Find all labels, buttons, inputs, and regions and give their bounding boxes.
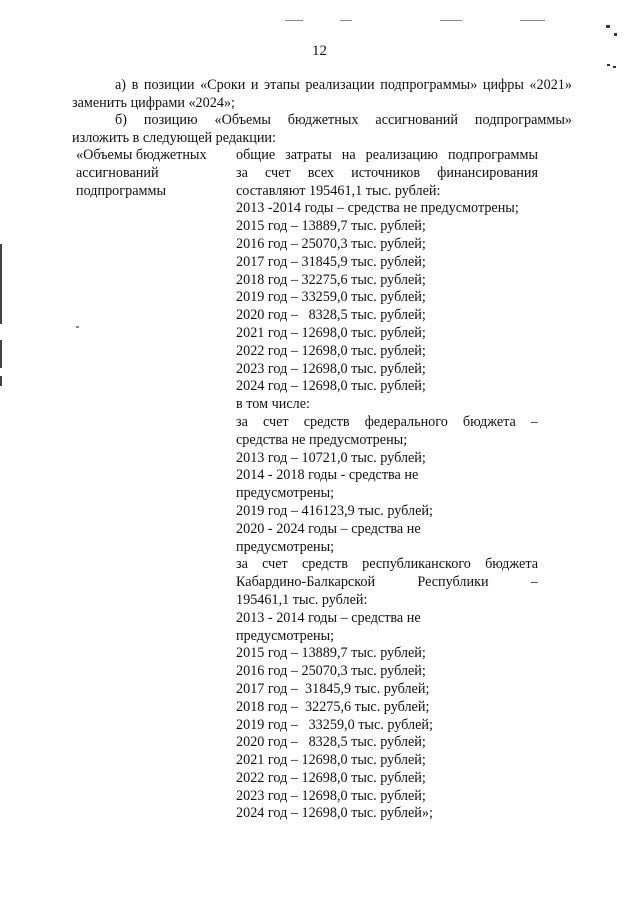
content-line: общие затраты на реализацию подпрограммы — [236, 147, 538, 163]
scan-mark-top — [285, 20, 303, 21]
scan-margin-mark — [0, 244, 2, 324]
content-line: предусмотрены; — [236, 485, 335, 502]
content-line: 2024 год – 12698,0 тыс. рублей»; — [236, 805, 433, 822]
position-title-line: «Объемы бюджетных — [76, 147, 207, 163]
content-line: 2013 год – 10721,0 тыс. рублей; — [236, 449, 426, 466]
paragraph-a — [72, 77, 572, 113]
content-line: за счет средств федерального бюджета – — [236, 413, 538, 430]
content-line: 2013 -2014 годы – средства не предусмотрены; — [236, 200, 519, 217]
content-line: 2023 год – 12698,0 тыс. рублей; — [236, 360, 426, 377]
content-line: составляют 195461,1 тыс. рублей: — [236, 182, 441, 199]
scan-margin-mark — [0, 340, 2, 368]
scan-mark-top — [340, 20, 352, 21]
paragraph-a-line2: заменить цифрами «2024»; — [72, 94, 235, 111]
content-line: Кабардино-Балкарской Республики – — [236, 574, 538, 591]
content-line: 2016 год – 25070,3 тыс. рублей; — [236, 663, 426, 680]
scan-speck — [607, 64, 610, 66]
content-line: 2022 год – 12698,0 тыс. рублей; — [236, 342, 426, 359]
paragraph-b-line2: изложить в следующей редакции: — [72, 129, 276, 146]
content-line: предусмотрены; — [236, 538, 335, 555]
content-line: 2018 год – 32275,6 тыс. рублей; — [236, 271, 426, 288]
content-line: 2019 год – 33259,0 тыс. рублей; — [236, 289, 426, 306]
content-line: 2016 год – 25070,3 тыс. рублей; — [236, 235, 426, 252]
content-line: 2022 год – 12698,0 тыс. рублей; — [236, 769, 426, 786]
position-title-line: ассигнований — [76, 164, 159, 181]
content-line: 2017 год – 31845,9 тыс. рублей; — [236, 253, 426, 270]
content-line: 2015 год – 13889,7 тыс. рублей; — [236, 218, 426, 235]
position-title-line: подпрограммы — [76, 182, 166, 199]
position-title-column — [76, 147, 226, 200]
content-line: 2017 год – 31845,9 тыс. рублей; — [236, 680, 430, 697]
paragraph-a-line1: а) в позиции «Сроки и этапы реализации подпрограммы» цифры «2021» — [115, 77, 572, 93]
scan-margin-mark — [0, 376, 2, 386]
content-line: 2021 год – 12698,0 тыс. рублей; — [236, 324, 426, 341]
content-line: предусмотрены; — [236, 627, 335, 644]
content-line: 2018 год – 32275,6 тыс. рублей; — [236, 698, 430, 715]
content-line: 2019 год – 33259,0 тыс. рублей; — [236, 716, 433, 733]
content-line: 2019 год – 416123,9 тыс. рублей; — [236, 502, 433, 519]
scan-mark-top — [440, 20, 462, 21]
content-line: в том числе: — [236, 396, 310, 413]
paragraph-b — [72, 112, 572, 148]
content-line: за счет всех источников финансирования — [236, 164, 538, 181]
paragraph-b-line1: б) позицию «Объемы бюджетных ассигнований подпрограммы» — [115, 112, 572, 128]
content-line: 2021 год – 12698,0 тыс. рублей; — [236, 752, 426, 769]
content-line: за счет средств республиканского бюджета — [236, 556, 538, 573]
content-line: 2020 год – 8328,5 тыс. рублей; — [236, 307, 426, 324]
scan-speck — [614, 33, 617, 36]
scan-speck — [613, 66, 616, 68]
scan-speck — [76, 326, 79, 328]
position-content-column — [236, 147, 538, 823]
page-number: 12 — [312, 43, 327, 59]
content-line: 2015 год – 13889,7 тыс. рублей; — [236, 645, 426, 662]
content-line: 2020 год – 8328,5 тыс. рублей; — [236, 734, 426, 751]
content-line: 2014 - 2018 годы - средства не — [236, 467, 419, 484]
content-line: 2023 год – 12698,0 тыс. рублей; — [236, 787, 426, 804]
content-line: средства не предусмотрены; — [236, 431, 408, 448]
content-line: 2024 год – 12698,0 тыс. рублей; — [236, 378, 426, 395]
content-line: 2020 - 2024 годы – средства не — [236, 520, 421, 537]
scan-mark-top — [520, 20, 545, 21]
scan-speck — [606, 25, 610, 28]
content-line: 195461,1 тыс. рублей: — [236, 591, 368, 608]
content-line: 2013 - 2014 годы – средства не — [236, 609, 421, 626]
